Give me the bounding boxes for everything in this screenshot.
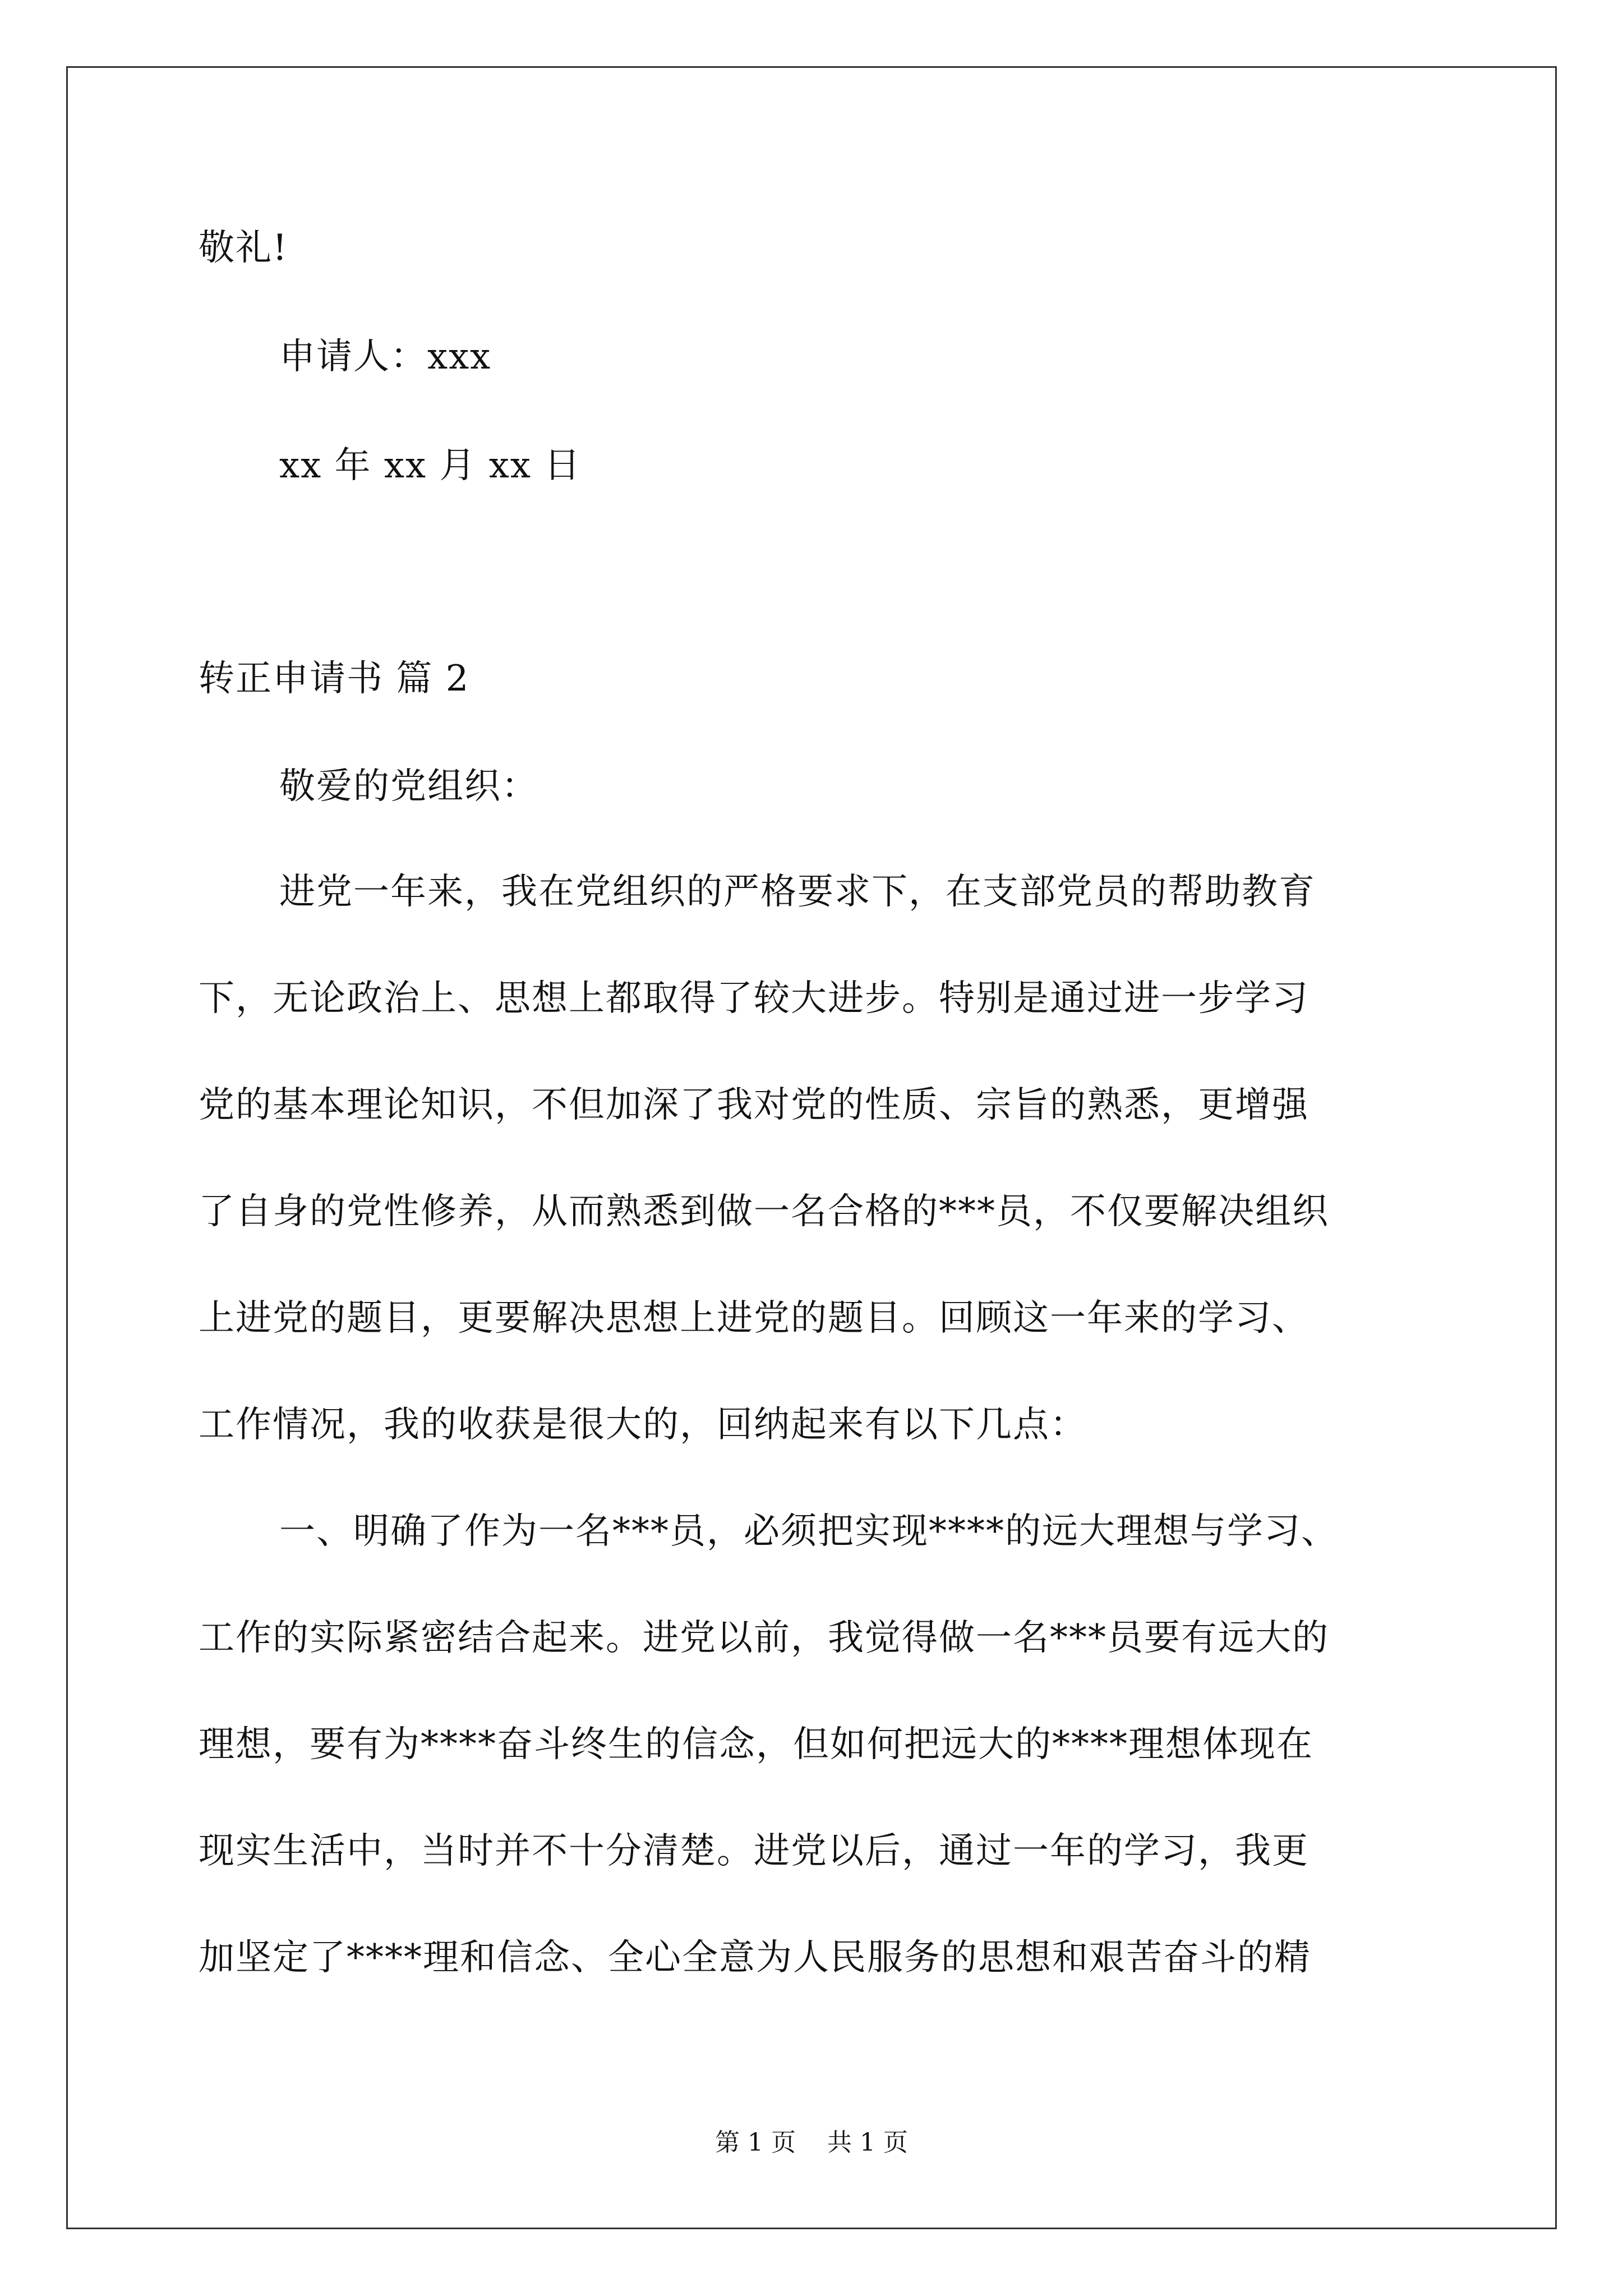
applicant-line: 申请人：xxx bbox=[279, 336, 492, 378]
paragraph-line: 工作情况，我的收获是很大的，回纳起来有以下几点： bbox=[199, 1404, 1087, 1446]
paragraph-line: 了自身的党性修养，从而熟悉到做一名合格的***员，不仅要解决组织 bbox=[199, 1191, 1329, 1232]
paragraph-line: 进党一年来，我在党组织的严格要求下，在支部党员的帮助教育 bbox=[279, 871, 1316, 913]
paragraph-line: 现实生活中，当时并不十分清楚。进党以后，通过一年的学习，我更 bbox=[199, 1830, 1309, 1872]
section-title: 转正申请书 篇 2 bbox=[199, 658, 470, 700]
paragraph-line: 理想，要有为****奋斗终生的信念，但如何把远大的****理想体现在 bbox=[199, 1724, 1313, 1765]
paragraph-line: 党的基本理论知识，不但加深了我对党的性质、宗旨的熟悉，更增强 bbox=[199, 1084, 1309, 1126]
page-border bbox=[66, 66, 1557, 2229]
paragraph-line: 上进党的题目，更要解决思想上进党的题目。回顾这一年来的学习、 bbox=[199, 1297, 1309, 1339]
paragraph-line: 下，无论政治上、思想上都取得了较大进步。特别是通过进一步学习 bbox=[199, 978, 1309, 1019]
salutation-line: 敬爱的党组织： bbox=[279, 766, 538, 807]
page-footer: 第 1 页 共 1 页 bbox=[715, 2128, 908, 2157]
date-line: xx 年 xx 月 xx 日 bbox=[279, 445, 582, 486]
paragraph-line: 加坚定了****理和信念、全心全意为人民服务的思想和艰苦奋斗的精 bbox=[199, 1937, 1311, 1978]
paragraph-line: 一、明确了作为一名***员，必须把实现****的远大理想与学习、 bbox=[279, 1511, 1338, 1552]
closing-line: 敬礼! bbox=[199, 227, 288, 269]
paragraph-line: 工作的实际紧密结合起来。进党以前，我觉得做一名***员要有远大的 bbox=[199, 1617, 1329, 1659]
